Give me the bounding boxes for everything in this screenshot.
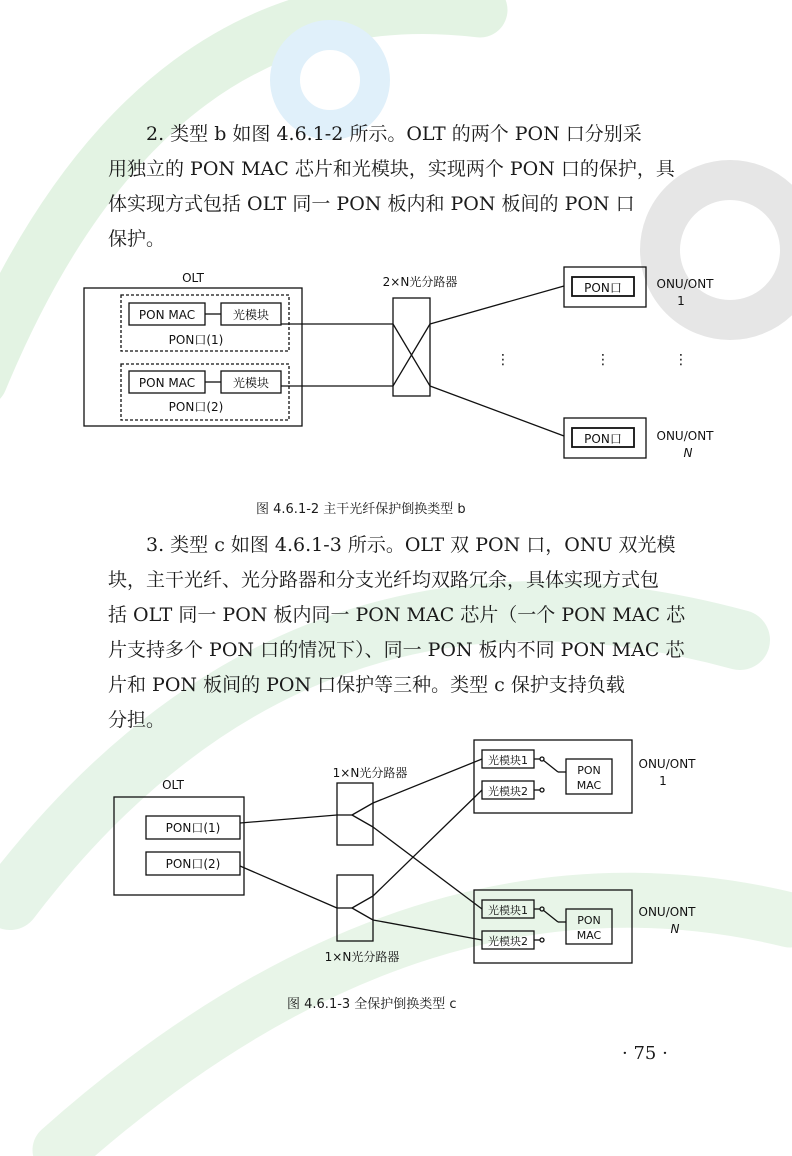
optical-module-1-label: 光模块1 bbox=[488, 754, 528, 767]
onu-label-1: ONU/ONT bbox=[656, 277, 714, 291]
optical-module-1-label: 光模块1 bbox=[488, 904, 528, 917]
optical-module-label-2: 光模块 bbox=[232, 376, 270, 390]
paragraph-line: 块，主干光纤、光分路器和分支光纤均双路冗余，具体实现方式包 bbox=[108, 569, 660, 591]
splitter-top-label: 1×N光分路器 bbox=[332, 766, 408, 780]
onu-index-1: 1 bbox=[659, 774, 667, 788]
olt-box bbox=[114, 797, 244, 895]
pon-port-2-label: PON口(2) bbox=[168, 400, 224, 414]
optical-module-label-1: 光模块 bbox=[232, 308, 270, 322]
paragraph-line: 括 OLT 同一 PON 板内同一 PON MAC 芯片（一个 PON MAC 芯 bbox=[108, 604, 686, 626]
splitter-bottom-label: 1×N光分路器 bbox=[324, 950, 400, 964]
olt-label: OLT bbox=[182, 271, 204, 285]
mac-label: MAC bbox=[576, 929, 602, 942]
optical-module-2-label: 光模块2 bbox=[488, 785, 528, 798]
optical-module-2-label: 光模块2 bbox=[488, 935, 528, 948]
pon-mac-label-2: PON MAC bbox=[138, 376, 196, 390]
pon-label: PON bbox=[577, 914, 601, 927]
pon-port-1-label: PON口(1) bbox=[168, 333, 224, 347]
onu-label-n: ONU/ONT bbox=[656, 429, 714, 443]
onu-pon-port-label-n: PON口 bbox=[584, 432, 622, 446]
onu-box-1 bbox=[474, 740, 632, 813]
onu-label-1: ONU/ONT bbox=[638, 757, 696, 771]
paragraph-line: 3. 类型 c 如图 4.6.1-3 所示。OLT 双 PON 口，ONU 双光模 bbox=[146, 534, 676, 556]
paragraph-line: 用独立的 PON MAC 芯片和光模块，实现两个 PON 口的保护，具 bbox=[108, 158, 675, 180]
onu-index-n: N bbox=[683, 446, 693, 460]
paragraph-line: 2. 类型 b 如图 4.6.1-2 所示。OLT 的两个 PON 口分别采 bbox=[146, 123, 642, 145]
paragraph-line: 保护。 bbox=[108, 228, 166, 250]
paragraph-line: 体实现方式包括 OLT 同一 PON 板内和 PON 板间的 PON 口 bbox=[108, 193, 635, 215]
figure-2-caption: 图 4.6.1-2 主干光纤保护倒换类型 b bbox=[256, 502, 466, 517]
pon-port-1-label: PON口(1) bbox=[165, 821, 221, 835]
onu-index-n: N bbox=[670, 922, 680, 936]
page-number: · 75 · bbox=[622, 1043, 668, 1064]
splitter-label: 2×N光分路器 bbox=[382, 275, 458, 289]
olt-label: OLT bbox=[162, 778, 184, 792]
paragraph-line: 片支持多个 PON 口的情况下）、同一 PON 板内不同 PON MAC 芯 bbox=[108, 639, 685, 661]
ellipsis: ⋮ bbox=[596, 352, 610, 368]
paragraph-line: 片和 PON 板间的 PON 口保护等三种。类型 c 保护支持负载 bbox=[108, 674, 625, 696]
pon-mac-label-1: PON MAC bbox=[138, 308, 196, 322]
onu-label-n: ONU/ONT bbox=[638, 905, 696, 919]
paragraph-line: 分担。 bbox=[108, 709, 166, 731]
onu-pon-port-label-1: PON口 bbox=[584, 281, 622, 295]
pon-port-2-label: PON口(2) bbox=[165, 857, 221, 871]
onu-box-n bbox=[474, 890, 632, 963]
ellipsis: ⋮ bbox=[496, 352, 510, 368]
onu-index-1: 1 bbox=[677, 294, 685, 308]
ellipsis: ⋮ bbox=[674, 352, 688, 368]
figure-3-caption: 图 4.6.1-3 全保护倒换类型 c bbox=[287, 997, 457, 1012]
mac-label: MAC bbox=[576, 779, 602, 792]
pon-label: PON bbox=[577, 764, 601, 777]
